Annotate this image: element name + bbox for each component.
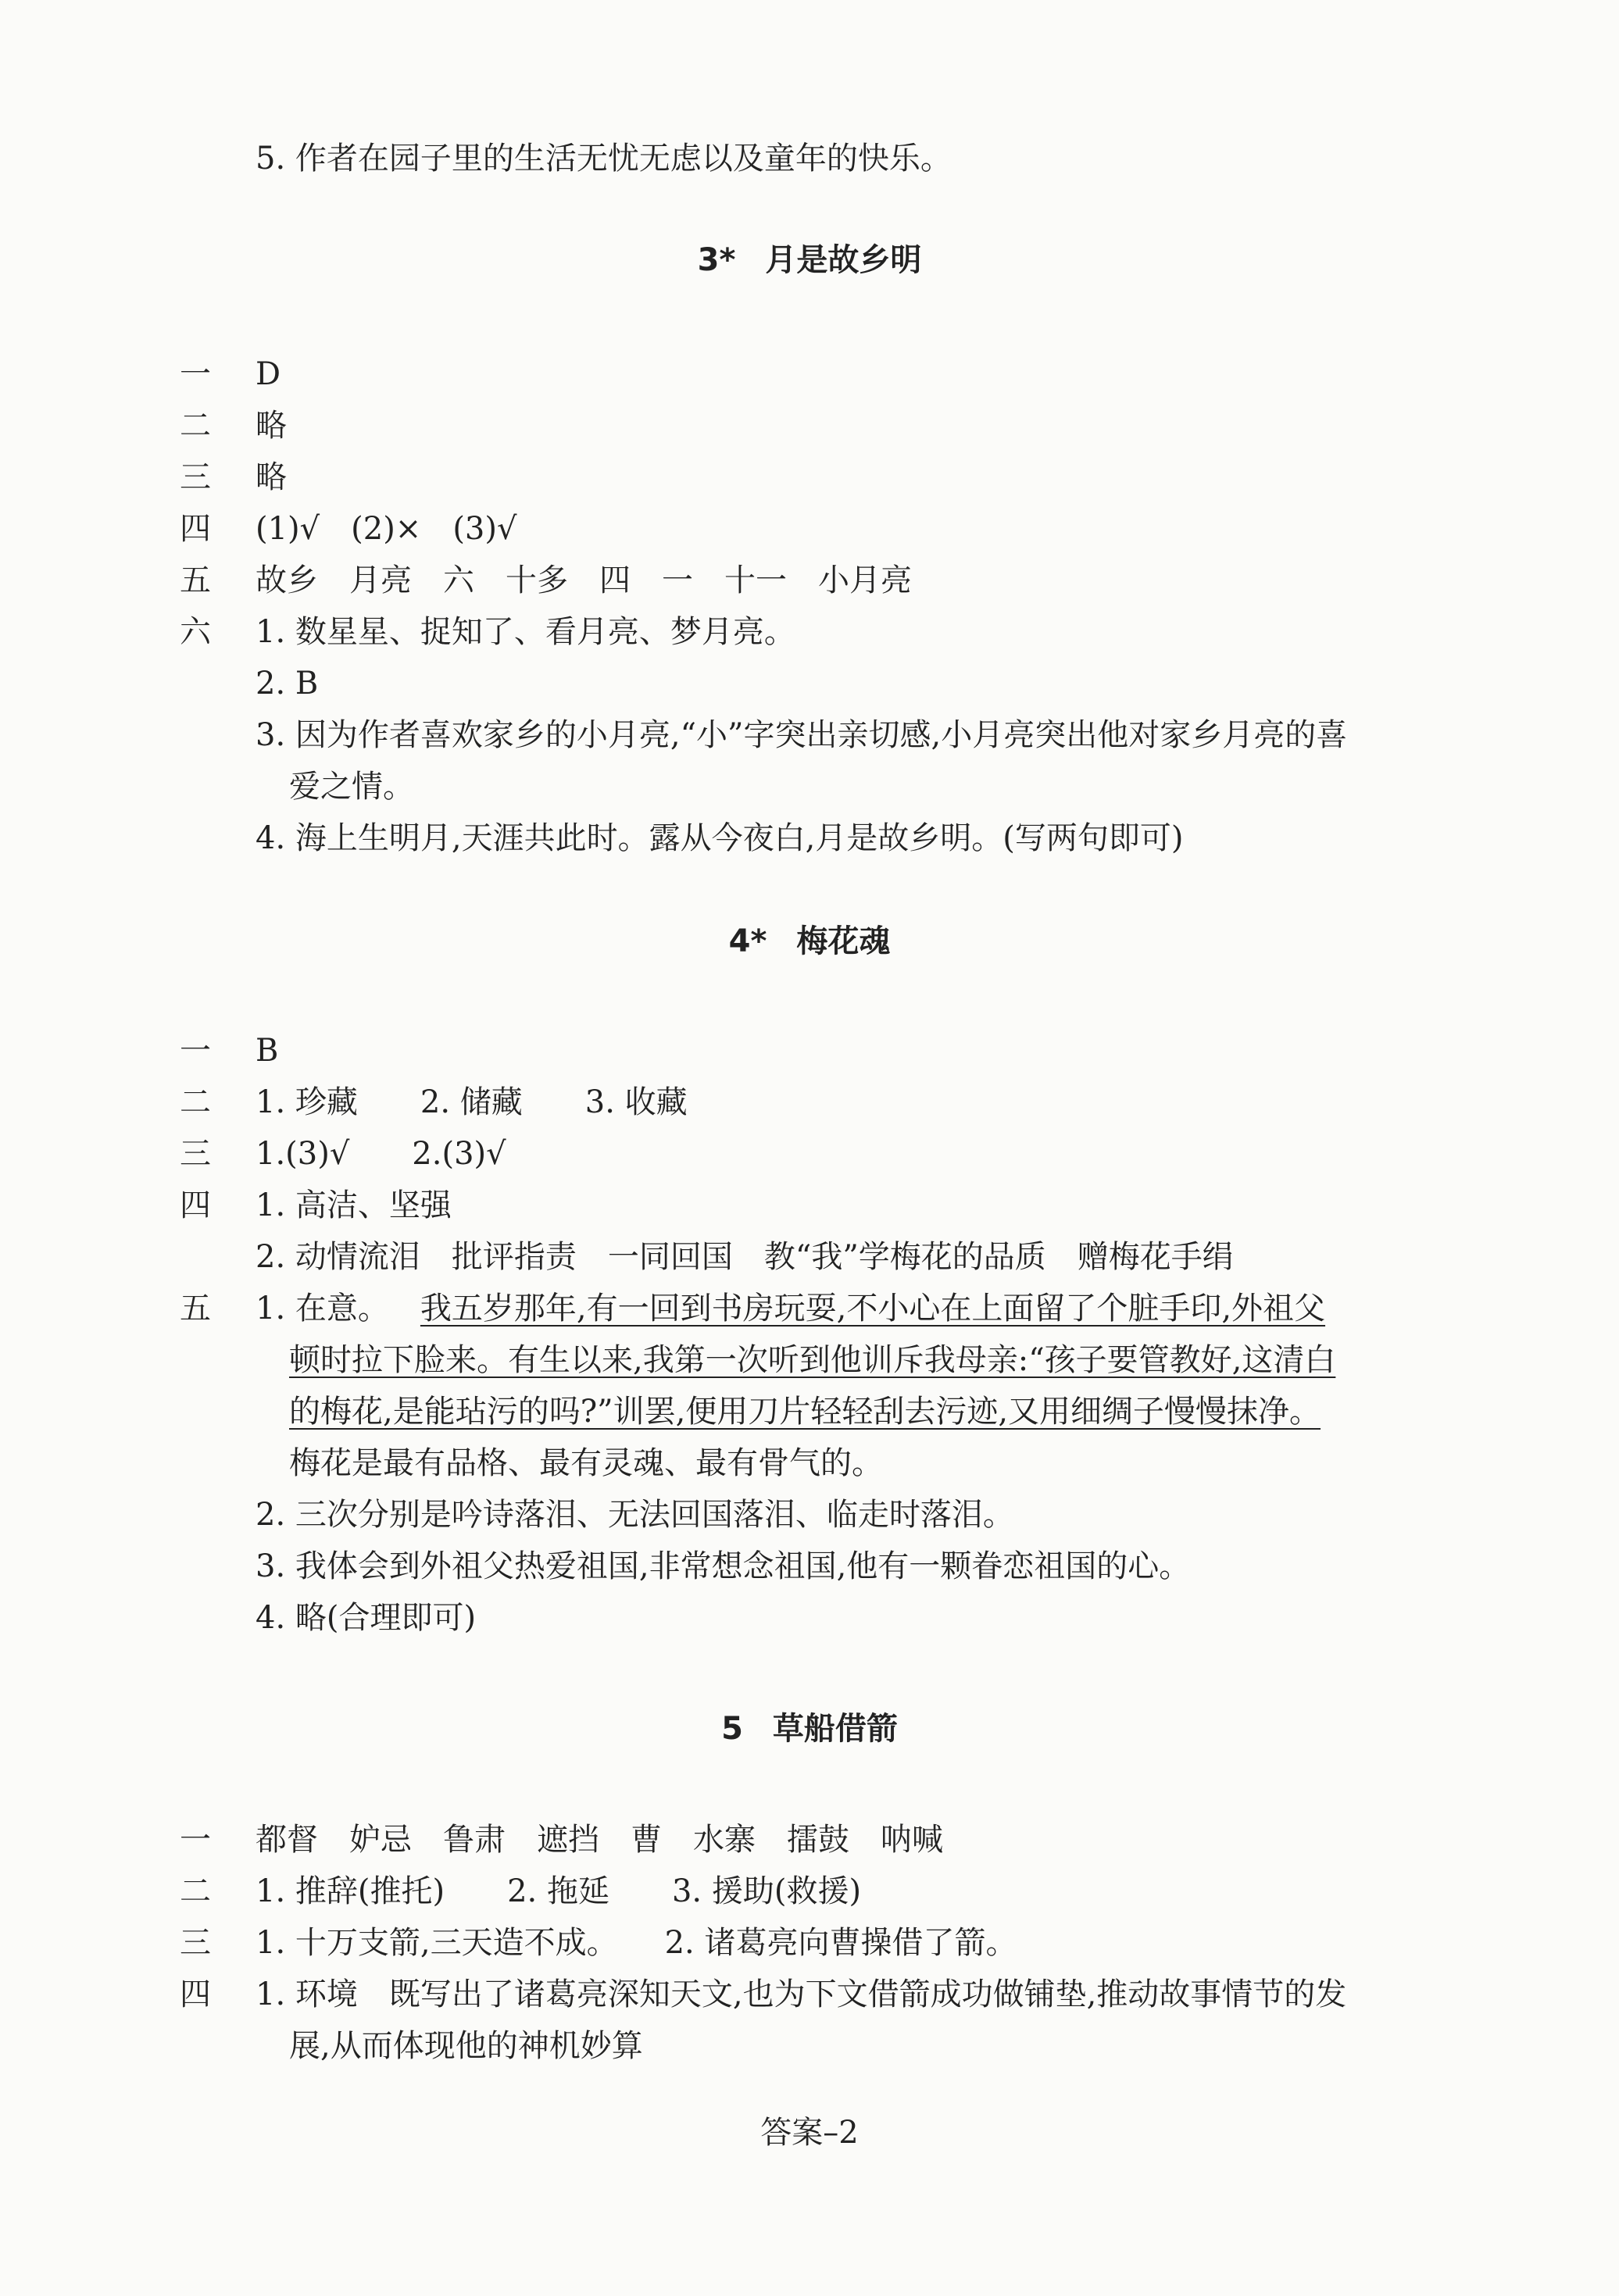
underlined-quote: 顿时拉下脸来。有生以来,我第一次听到他训斥我母亲:“孩子要管教好,这清白 [289, 1342, 1336, 1378]
underlined-quote: 我五岁那年,有一回到书房玩耍,不小心在上面留了个脏手印,外祖父 [420, 1291, 1326, 1327]
answer-text: 4. 略(合理即可) [256, 1600, 477, 1636]
answer-text: 展,从而体现他的神机妙算 [289, 2028, 643, 2064]
question-number: 三 [180, 1136, 211, 1172]
question-number: 四 [180, 1187, 211, 1223]
answer-text: 3. 我体会到外祖父热爱祖国,非常想念祖国,他有一颗眷恋祖国的心。 [256, 1548, 1191, 1584]
question-number: 六 [180, 614, 211, 650]
question-number: 二 [180, 1873, 211, 1909]
answer-line [0, 400, 1619, 452]
answer-text: 1. 数星星、捉知了、看月亮、梦月亮。 [256, 614, 795, 650]
answer-line [0, 555, 1619, 606]
question-number: 五 [180, 1291, 211, 1327]
answer-line [0, 1283, 1619, 1334]
answer-text: B [256, 1033, 279, 1069]
answer-text: 1. 推辞(推托) 2. 拖延 3. 援助(救援) [256, 1873, 862, 1909]
question-number: 一 [180, 1033, 211, 1069]
answer-text: 4. 海上生明月,天涯共此时。露从今夜白,月是故乡明。(写两句即可) [256, 820, 1184, 856]
underlined-quote: 的梅花,是能玷污的吗?”训罢,便用刀片轻轻刮去污迹,又用细绸子慢慢抹净。 [289, 1394, 1321, 1430]
lesson-title: 草船借箭 [772, 1711, 898, 1747]
lesson-number: 4* [728, 923, 767, 959]
answer-line [0, 709, 1619, 761]
answer-text [256, 1283, 1325, 1334]
answer-line [0, 503, 1619, 555]
question-number: 一 [180, 356, 211, 392]
answer-line [0, 1489, 1619, 1541]
answer-text: 1. 环境 既写出了诸葛亮深知天文,也为下文借箭成功做铺垫,推动故事情节的发 [256, 1976, 1347, 2012]
answer-line [0, 1541, 1619, 1592]
answer-line [0, 1969, 1619, 2020]
lesson-heading [0, 916, 1619, 967]
question-number: 四 [180, 1976, 211, 2012]
question-number: 四 [180, 511, 211, 547]
answer-line [0, 1180, 1619, 1231]
answer-text: 2. B [256, 666, 319, 702]
question-number: 二 [180, 408, 211, 444]
answer-line [0, 2020, 1619, 2072]
answer-line [0, 761, 1619, 812]
answer-line [0, 1077, 1619, 1128]
answer-text: 2. 动情流泪 批评指责 一同回国 教“我”学梅花的品质 赠梅花手绢 [256, 1239, 1234, 1275]
answer-text: 2. 三次分别是吟诗落泪、无法回国落泪、临走时落泪。 [256, 1497, 1014, 1533]
answer-line [0, 1866, 1619, 1917]
answer-text: 1.(3)√ 2.(3)√ [256, 1136, 506, 1172]
answer-line [0, 1025, 1619, 1077]
answer-text: 1. 珍藏 2. 储藏 3. 收藏 [256, 1084, 688, 1120]
answer-line [0, 1592, 1619, 1644]
answer-line [0, 133, 1619, 184]
answer-text: D [256, 356, 281, 392]
lesson-number: 5 [721, 1711, 743, 1747]
answer-prefix: 1. 在意。 [256, 1291, 389, 1327]
answer-line [0, 812, 1619, 864]
lesson-heading [0, 234, 1619, 286]
answer-line [0, 1814, 1619, 1866]
question-number: 二 [180, 1084, 211, 1120]
answer-line [0, 1231, 1619, 1283]
question-number: 一 [180, 1822, 211, 1858]
answer-text: 略 [256, 408, 287, 444]
answer-line [0, 1128, 1619, 1180]
answer-text: 3. 因为作者喜欢家乡的小月亮,“小”字突出亲切感,小月亮突出他对家乡月亮的喜 [256, 717, 1348, 753]
lesson-heading [0, 1703, 1619, 1755]
answer-text: (1)√ (2)× (3)√ [256, 511, 517, 547]
answer-text: 5. 作者在园子里的生活无忧无虑以及童年的快乐。 [256, 141, 952, 177]
page-number: 答案–2 [760, 2115, 859, 2151]
answer-line [0, 452, 1619, 503]
lesson-title: 梅花魂 [796, 923, 891, 959]
answer-line [0, 1386, 1619, 1437]
answer-text: 爱之情。 [289, 769, 414, 805]
answer-text: 梅花是最有品格、最有灵魂、最有骨气的。 [289, 1445, 883, 1481]
answer-text: 略 [256, 459, 287, 495]
answer-line [0, 1437, 1619, 1489]
answer-line [0, 606, 1619, 658]
answer-text: 故乡 月亮 六 十多 四 一 十一 小月亮 [256, 562, 912, 598]
question-number: 三 [180, 459, 211, 495]
answer-text: 1. 十万支箭,三天造不成。 2. 诸葛亮向曹操借了箭。 [256, 1925, 1017, 1961]
question-number: 三 [180, 1925, 211, 1961]
answer-line [0, 1334, 1619, 1386]
answer-text: 1. 高洁、坚强 [256, 1187, 452, 1223]
question-number: 五 [180, 562, 211, 598]
answer-text: 都督 妒忌 鲁肃 遮挡 曹 水寨 擂鼓 呐喊 [256, 1822, 943, 1858]
answer-line [0, 1917, 1619, 1969]
answer-line [0, 658, 1619, 709]
lesson-number: 3* [697, 242, 736, 278]
lesson-title: 月是故乡明 [765, 242, 922, 278]
answer-line [0, 348, 1619, 400]
